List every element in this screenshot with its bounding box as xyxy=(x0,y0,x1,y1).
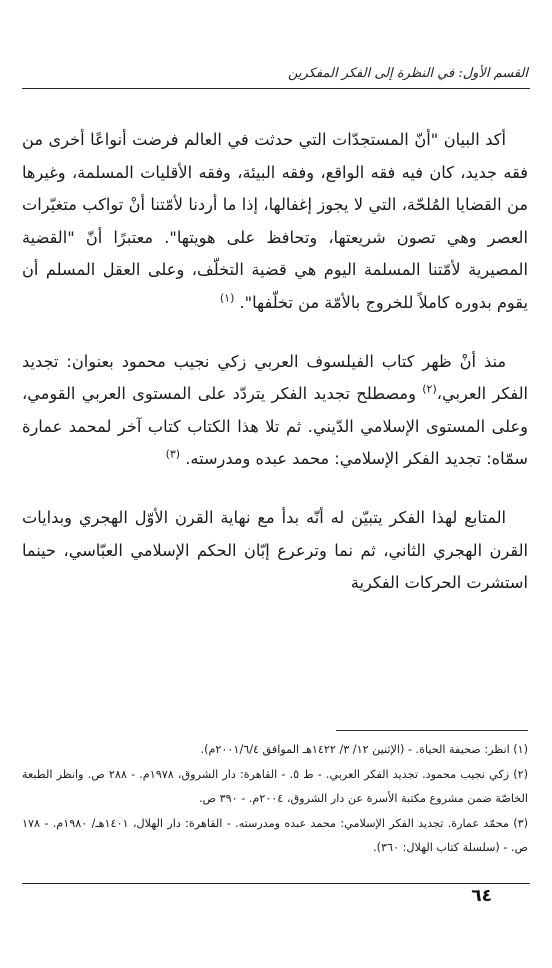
footnote-2: (٢) زكي نجيب محمود. تجديد الفكر العربي. - ط ٥. - القاهرة: دار الشروق، ١٩٧٨م. - ٢٨٨ ص. وانظر الطبعة الخاصّة ضمن مشروع مكتبة الأسرة عن دار الشروق، ٢٠٠٤م. - ٣٩٠ ص. xyxy=(22,767,528,805)
paragraph-2-text-after: ومصطلح تجديد الفكر يتردّد على المستوى العربي القومي، وعلى المستوى الإسلامي الدّيني. ثم تلا هذا الكتاب كتاب آخر لمحمد عمارة سمّاه: تجديد الفكر الإسلامي: محمد عبده ومدرسته. xyxy=(22,384,528,469)
header-rule xyxy=(22,88,530,89)
footnote-separator xyxy=(336,730,528,731)
body-text xyxy=(22,124,528,626)
footnote-ref-2: (٢) xyxy=(422,382,437,396)
footnotes xyxy=(22,738,528,861)
paragraph-1-text: أكد البيان "أنّ المستجدّات التي حدثت في العالم فرضت أنواعًا أخرى من فقه جديد، كان فيه فقه الواقع، وفقه البيئة، وفقه الأقليات المسلمة، وغيرها من القضايا المُلحّة، التي لا يجوز إغفالها، إذا ما أردنا لأمّتنا أنْ تواكب متغيّرات العصر وهي تصون شريعتها، وتحافظ على هويتها". معتبرًا أنّ "القضية المصيرية لأمّتنا المسلمة اليوم هي قضية التخلّف، وعلى العقل المسلم أن يقوم بدوره كاملاً للخروج بالأمّة من تخلّفها". xyxy=(22,130,528,312)
footer-rule xyxy=(22,883,530,884)
footnote-3: (٣) محمّد عمارة. تجديد الفكر الإسلامي: محمد عبده ومدرسته. - القاهرة: دار الهلال، ١٤٠١هـ/ ١٩٨٠م. - ١٧٨ ص. - (سلسلة كتاب الهلال: ٣٦٠). xyxy=(22,816,528,854)
page-number: ٦٤ xyxy=(471,886,492,906)
footnote-ref-1: (١) xyxy=(219,291,235,305)
paragraph-1 xyxy=(22,124,528,320)
footnote-ref-3: (٣) xyxy=(165,447,181,461)
paragraph-3-text: المتابع لهذا الفكر يتبيّن له أنّه بدأ مع نهاية القرن الأوّل الهجري وبدايات القرن الهجري الثاني، ثم نما وترعرع إبّان الحكم الإسلامي العبّاسي، حينما استشرت الحركات الفكرية xyxy=(22,507,528,593)
running-header: القسم الأول: في النظرة إلى الفكر المفكرين xyxy=(288,66,528,81)
paragraph-3 xyxy=(22,502,528,600)
paragraph-2-text-before: منذ أنْ ظهر كتاب الفيلسوف العربي زكي نجيب محمود بعنوان: تجديد الفكر العربي، xyxy=(22,351,528,404)
footnote-1: (١) انظر: صحيفة الحياة. - (الإثنين ١٢/ ٣/ ١٤٢٢هـ الموافق ٢٠٠١/٦/٤م). xyxy=(200,743,528,756)
paragraph-2 xyxy=(22,346,528,476)
